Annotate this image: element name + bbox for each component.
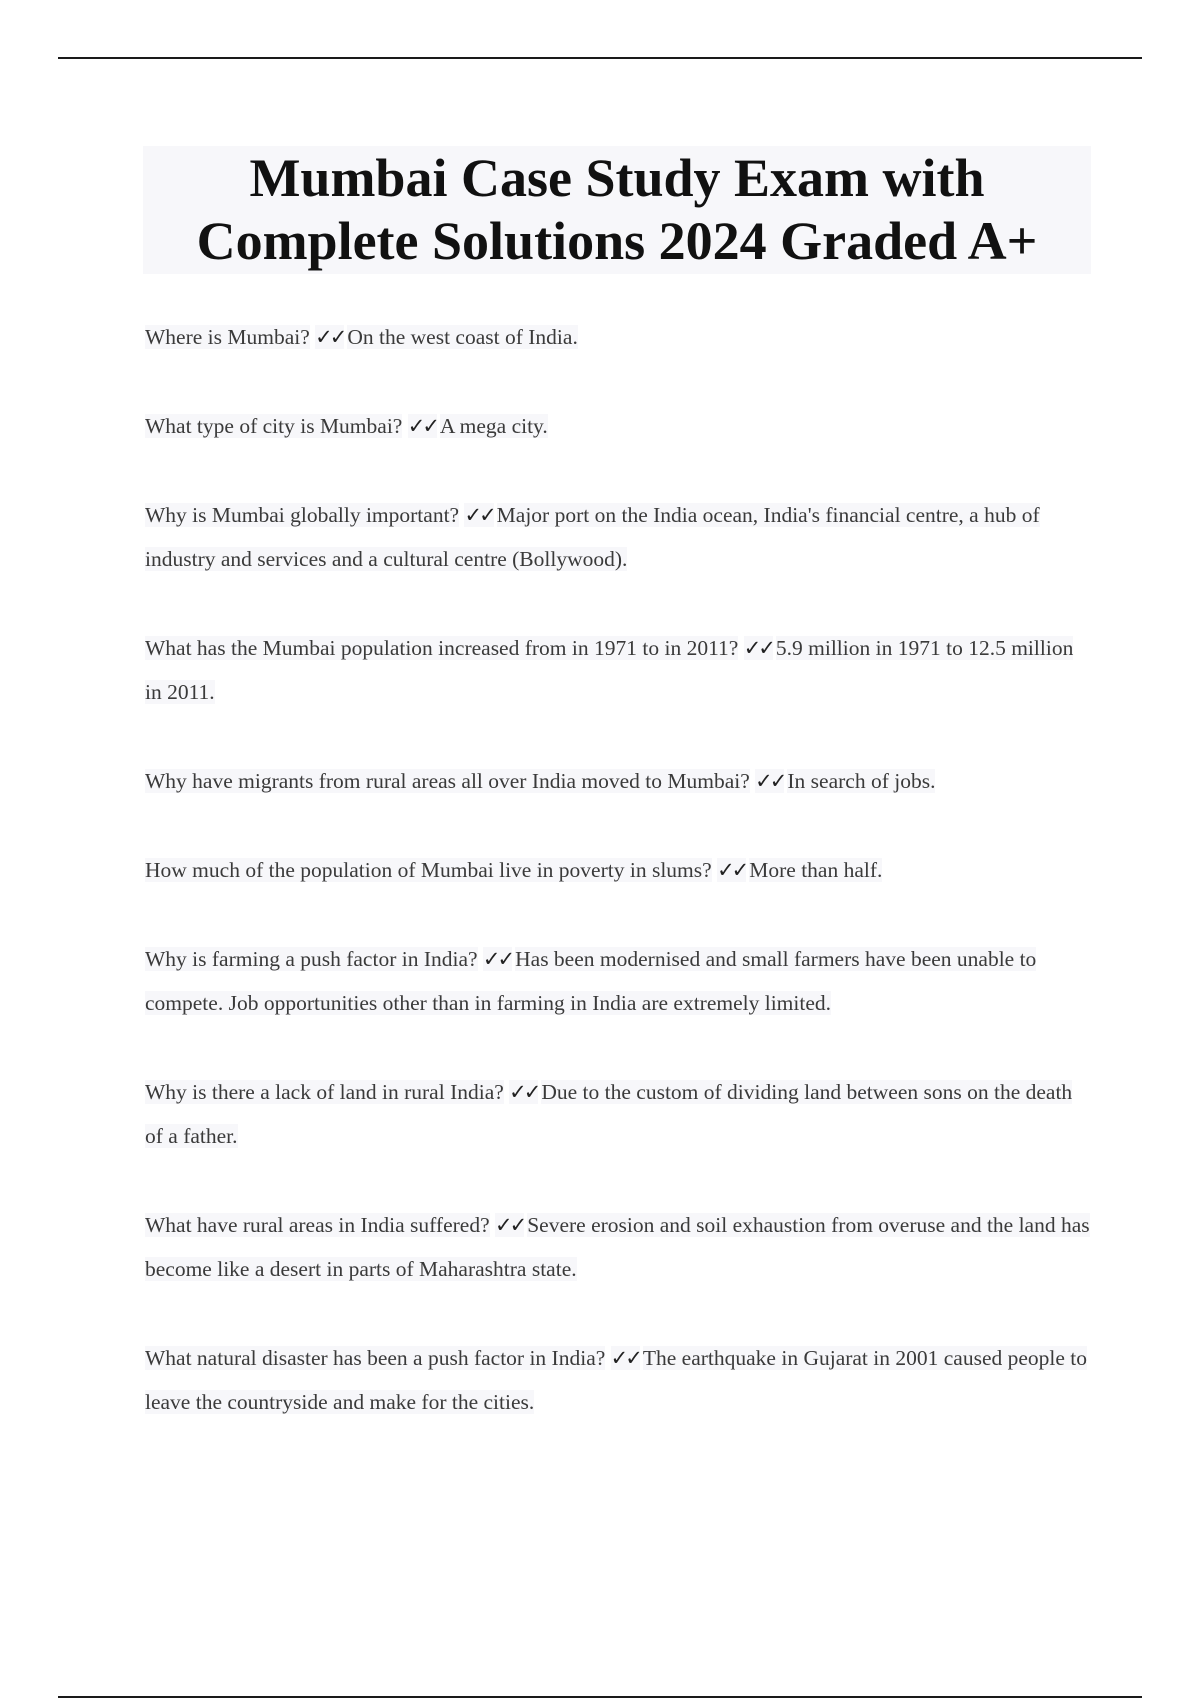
qa-item-2 xyxy=(145,404,1095,448)
question-text: What natural disaster has been a push factor in India? xyxy=(145,1346,606,1370)
title-line-2: Complete Solutions 2024 Graded A+ xyxy=(196,211,1038,271)
answer-text: In search of jobs. xyxy=(787,769,936,793)
answer-text: Due to the custom of dividing land between sons on the death of a father. xyxy=(145,1080,1073,1148)
double-check-icon: ✓✓ xyxy=(315,325,345,349)
document-title xyxy=(143,146,1091,274)
question-text: Where is Mumbai? xyxy=(145,325,310,349)
question-text: What type of city is Mumbai? xyxy=(145,414,403,438)
double-check-icon: ✓✓ xyxy=(464,503,494,527)
answer-text: The earthquake in Gujarat in 2001 caused people to leave the countryside and make for the cities. xyxy=(145,1346,1088,1414)
bottom-rule xyxy=(58,1696,1142,1698)
qa-item-6 xyxy=(145,848,1095,892)
answer-text: A mega city. xyxy=(439,414,548,438)
qa-item-1 xyxy=(145,315,1095,359)
qa-item-10 xyxy=(145,1336,1095,1424)
question-text: Why is farming a push factor in India? xyxy=(145,947,478,971)
answer-text: Severe erosion and soil exhaustion from overuse and the land has become like a desert in parts of Maharashtra state. xyxy=(145,1213,1090,1281)
question-text: How much of the population of Mumbai live in poverty in slums? xyxy=(145,858,712,882)
answer-text: On the west coast of India. xyxy=(347,325,578,349)
qa-item-3 xyxy=(145,493,1095,581)
question-text: What has the Mumbai population increased from in 1971 to in 2011? xyxy=(145,636,739,660)
answer-text: Has been modernised and small farmers have been unable to compete. Job opportunities other than in farming in India are extremely limited. xyxy=(145,947,1037,1015)
title-line-1: Mumbai Case Study Exam with xyxy=(249,148,985,208)
double-check-icon: ✓✓ xyxy=(482,947,513,971)
answer-text: 5.9 million in 1971 to 12.5 million in 2011. xyxy=(145,636,1074,704)
double-check-icon: ✓✓ xyxy=(610,1346,640,1370)
double-check-icon: ✓✓ xyxy=(495,1213,525,1237)
double-check-icon: ✓✓ xyxy=(407,414,437,438)
question-text: What have rural areas in India suffered? xyxy=(145,1213,490,1237)
answer-text: More than half. xyxy=(749,858,883,882)
question-text: Why have migrants from rural areas all over India moved to Mumbai? xyxy=(145,769,750,793)
double-check-icon: ✓✓ xyxy=(743,636,773,660)
qa-item-5 xyxy=(145,759,1095,803)
answer-text: Major port on the India ocean, India's financial centre, a hub of industry and services and a cultural centre (Bollywood). xyxy=(145,503,1040,571)
top-rule xyxy=(58,57,1142,59)
qa-item-8 xyxy=(145,1070,1095,1158)
qa-item-7 xyxy=(145,937,1095,1025)
double-check-icon: ✓✓ xyxy=(755,769,785,793)
double-check-icon: ✓✓ xyxy=(717,858,747,882)
question-text: Why is Mumbai globally important? xyxy=(145,503,460,527)
qa-item-9 xyxy=(145,1203,1095,1291)
question-text: Why is there a lack of land in rural India? xyxy=(145,1080,504,1104)
double-check-icon: ✓✓ xyxy=(509,1080,539,1104)
qa-list xyxy=(145,315,1095,1469)
qa-item-4 xyxy=(145,626,1095,714)
